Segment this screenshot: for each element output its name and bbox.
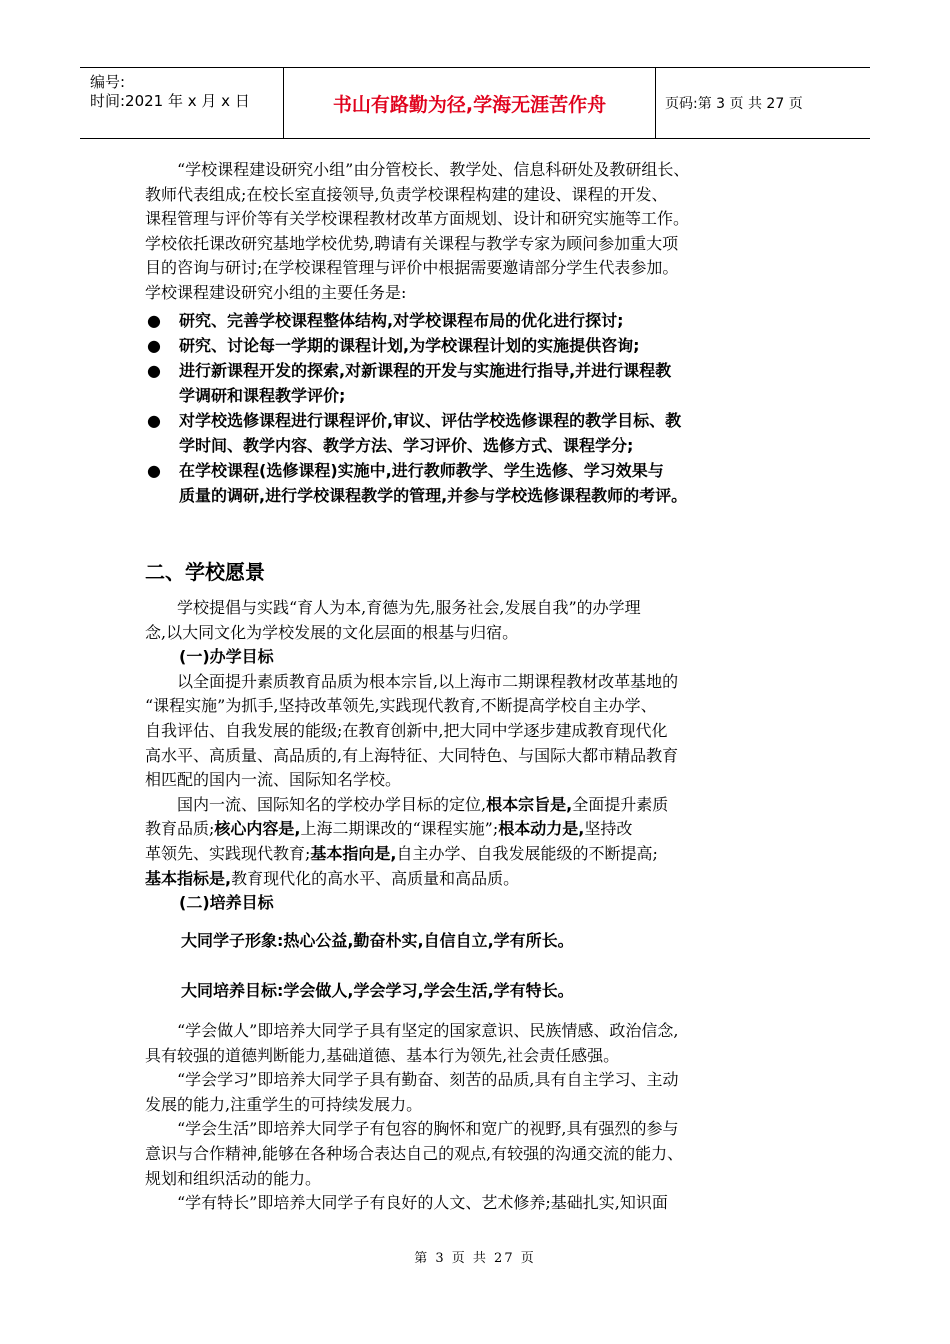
goal-explanations bbox=[145, 1019, 815, 1216]
list-item: ● 在学校课程(选修课程)实施中,进行教师教学、学生选修、学习效果与 bbox=[145, 458, 815, 483]
text-line: 学校依托课改研究基地学校优势,聘请有关课程与教学专家为顾问参加重大项 bbox=[145, 233, 679, 253]
page-footer: 第 3 页 共 27 页 bbox=[414, 1251, 536, 1266]
text-line: 自我评估、自我发展的能级;在教育创新中,把大同中学逐步建成教育现代化 bbox=[145, 720, 668, 740]
text-line: 学校提倡与实践“育人为本,育德为先,服务社会,发展自我”的办学理 bbox=[177, 598, 641, 617]
text-line: “学有特长”即培养大同学子有良好的人文、艺术修养;基础扎实,知识面 bbox=[177, 1193, 668, 1213]
list-item: ● 对学校选修课程进行课程评价,审议、评估学校选修课程的教学目标、教 bbox=[145, 408, 815, 433]
task-list bbox=[145, 308, 815, 508]
subheading: (二)培养目标 bbox=[179, 893, 274, 913]
list-item-continuation: 质量的调研,进行学校课程教学的管理,并参与学校选修课程教师的考评。 bbox=[179, 486, 688, 505]
intro-paragraph bbox=[145, 158, 815, 306]
text-line: 念,以大同文化为学校发展的文化层面的根基与归宿。 bbox=[145, 622, 519, 642]
list-item: ● 研究、讨论每一学期的课程计划,为学校课程计划的实施提供咨询; bbox=[145, 333, 815, 358]
bullet-icon: ● bbox=[147, 336, 161, 355]
text-line: 规划和组织活动的能力。 bbox=[145, 1168, 322, 1188]
vision-intro bbox=[145, 596, 815, 916]
section-heading: 二、学校愿景 bbox=[145, 560, 265, 584]
value: 学会做人,学会学习,学会生活,学有特长。 bbox=[283, 981, 574, 1000]
text-line: 基本指标是,教育现代化的高水平、高质量和高品质。 bbox=[145, 868, 520, 888]
text-line: “学会学习”即培养大同学子具有勤奋、刻苦的品质,具有自主学习、主动 bbox=[177, 1070, 679, 1090]
bullet-icon: ● bbox=[147, 461, 161, 480]
text-line: “学校课程建设研究小组”由分管校长、教学处、信息科研处及教研组长、 bbox=[177, 160, 690, 179]
label: 大同学子形象: bbox=[181, 931, 284, 950]
text-line: 教师代表组成;在校长室直接领导,负责学校课程构建的建设、课程的开发、 bbox=[145, 184, 668, 204]
text-line: 意识与合作精神,能够在各种场合表达自己的观点,有较强的沟通交流的能力、 bbox=[145, 1143, 684, 1163]
text-line: “学会做人”即培养大同学子具有坚定的国家意识、民族情感、政治信念, bbox=[177, 1021, 679, 1040]
header-motto: 书山有路勤为径,学海无涯苦作舟 bbox=[332, 93, 607, 116]
header-time: 时间:2021 年 x 月 x 日 bbox=[90, 92, 250, 110]
text-line: 学校课程建设研究小组的主要任务是: bbox=[145, 282, 407, 302]
header-divider bbox=[655, 68, 656, 138]
student-image-line bbox=[145, 929, 815, 954]
text-line: 具有较强的道德判断能力,基础道德、基本行为领先,社会责任感强。 bbox=[145, 1045, 620, 1065]
bullet-icon: ● bbox=[147, 311, 161, 330]
text-line: 目的咨询与研讨;在学校课程管理与评价中根据需要邀请部分学生代表参加。 bbox=[145, 258, 679, 278]
subheading: (一)办学目标 bbox=[179, 647, 274, 667]
label: 大同培养目标: bbox=[181, 981, 284, 1000]
text-line: 以全面提升素质教育品质为根本宗旨,以上海市二期课程教材改革基地的 bbox=[177, 671, 679, 691]
bullet-icon: ● bbox=[147, 411, 161, 430]
text-line: 相匹配的国内一流、国际知名学校。 bbox=[145, 770, 402, 790]
list-item: ● 研究、完善学校课程整体结构,对学校课程布局的优化进行探讨; bbox=[145, 308, 815, 333]
header-page-info: 页码:第 3 页 共 27 页 bbox=[665, 96, 803, 112]
value: 热心公益,勤奋朴实,自信自立,学有所长。 bbox=[283, 931, 574, 950]
list-item: ● 进行新课程开发的探索,对新课程的开发与实施进行指导,并进行课程教 bbox=[145, 358, 815, 383]
bullet-icon: ● bbox=[147, 361, 161, 380]
text-line: 教育品质;核心内容是,上海二期课改的“课程实施”;根本动力是,坚持改 bbox=[145, 819, 633, 839]
header-number: 编号: bbox=[90, 73, 126, 91]
header-info-cell bbox=[80, 68, 280, 138]
page-header bbox=[80, 67, 870, 139]
text-line: “学会生活”即培养大同学子有包容的胸怀和宽广的视野,具有强烈的参与 bbox=[177, 1119, 679, 1139]
training-goal-line bbox=[145, 979, 815, 1004]
text-line: 高水平、高质量、高品质的,有上海特征、大同特色、与国际大都市精品教育 bbox=[145, 745, 679, 765]
text-line: “课程实施”为抓手,坚持改革领先,实践现代教育,不断提高学校自主办学、 bbox=[145, 696, 657, 716]
list-item-continuation: 学调研和课程教学评价; bbox=[179, 386, 346, 405]
list-item-continuation: 学时间、教学内容、教学方法、学习评价、选修方式、课程学分; bbox=[179, 436, 634, 455]
text-line: 发展的能力,注重学生的可持续发展力。 bbox=[145, 1094, 423, 1114]
text-line: 革领先、实践现代教育;基本指向是,自主办学、自我发展能级的不断提高; bbox=[145, 843, 658, 863]
text-line: 国内一流、国际知名的学校办学目标的定位,根本宗旨是,全面提升素质 bbox=[177, 794, 669, 814]
text-line: 课程管理与评价等有关学校课程教材改革方面规划、设计和研究实施等工作。 bbox=[145, 209, 690, 229]
